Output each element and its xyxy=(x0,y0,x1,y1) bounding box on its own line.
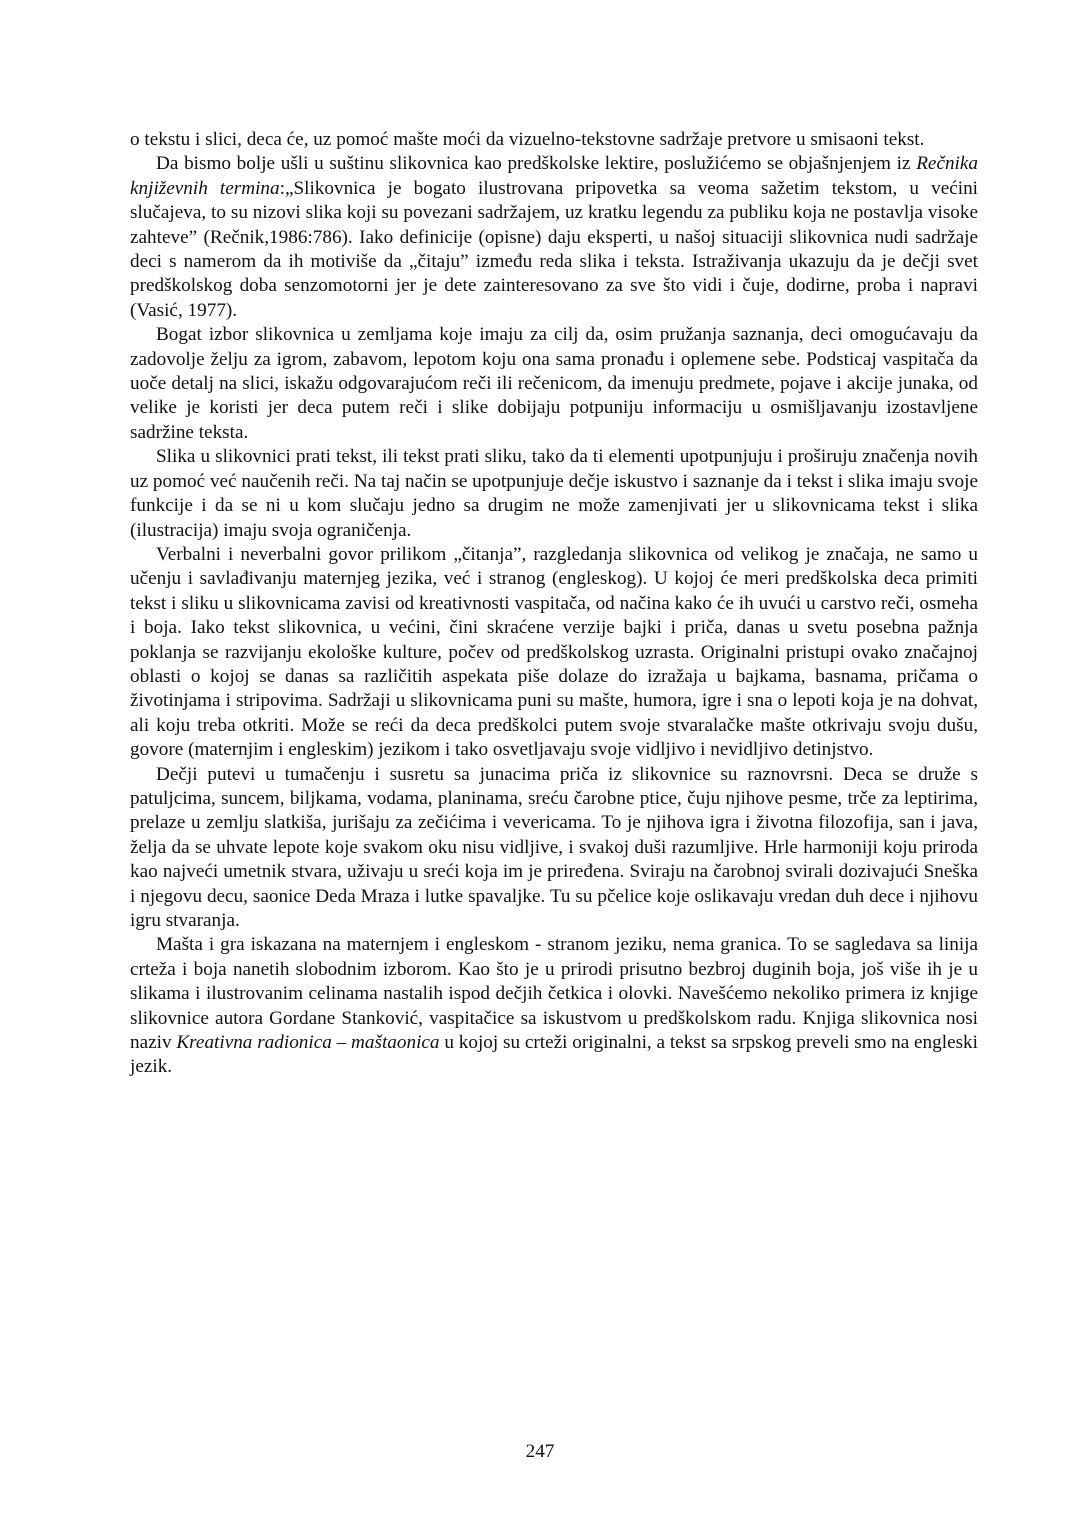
text-segment: :„Slikovnica je bogato ilustrovana pripovetka sa veoma sažetim tekstom, u većini slučajeva, to su nizovi slika koji su povezani sadržajem, uz kratku legendu za publiku koja ne postavlja visoke zahteve” (Rečnik,1986:786). Iako definicije (opisne) daju eksperti, u našoj situaciji slikovnica nudi sadržaje deci s namerom da ih motiviše da „čitaju” između reda slika i teksta. Istraživanja ukazuju da je dečji svet predškolskog doba senzomotorni jer je dete zainteresovano za sve što vidi i čuje, dodirne, proba i napravi (Vasić, 1977). xyxy=(130,177,979,321)
paragraph-6 xyxy=(130,763,978,934)
text-segment: Verbalni i neverbalni govor prilikom „čitanja”, razgledanja slikovnica od velikog je značaja, ne samo u učenju i savlađivanju maternjeg jezika, već i stranog (engleskog). U kojoj će meri predškolska deca primiti tekst i sliku u slikovnicama zavisi od kreativnosti vaspitača, od načina kako će ih uvući u carstvo reči, osmeha i boja. Iako tekst slikovnica, u većini, čini skraćene verzije bajki i priča, danas u svetu posebna pažnja poklanja se razvijanju ekološke kulture, počev od predškolskog uzrasta. Originalni pristupi ovako značajnoj oblasti o kojoj se danas sa različitih aspekata piše dolaze do izražaja u bajkama, basnama, pričama o životinjama i stripovima. Sadržaji u slikovnicama puni su mašte, humora, igre i sna o lepoti koja je na dohvat, ali koju treba otkriti. Može se reći da deca predškolci putem svoje stvaralačke mašte otkrivaju svoju dušu, govore (maternjim i engleskim) jezikom i tako osvetljavaju svoje vidljivo i nevidljivo detinjstvo. xyxy=(130,543,978,761)
italic-title-segment: Rečnika književnih termina xyxy=(130,153,978,199)
text-segment: o tekstu i slici, deca će, uz pomoć mašte moći da vizuelno-tekstovne sadržaje pretvore u smisaoni tekst. xyxy=(130,129,925,150)
text-segment: Mašta i gra iskazana na maternjem i engleskom - stranom jeziku, nema granica. To se sagledava sa linija crteža i boja nanetih slobodnim izborom. Kao što je u prirodi prisutno bezbroj duginih boja, još više ih je u slikama i ilustrovanim celinama nastalih ispod dečjih četkica i olovki. Navešćemo nekoliko primera iz knjige slikovnice autora Gordane Stanković, vaspitačice sa iskustvom u predškolskom radu. Knjiga slikovnica nosi naziv xyxy=(130,934,978,1054)
paragraph-1 xyxy=(130,128,978,152)
paragraph-3 xyxy=(130,323,978,445)
text-segment: Da bismo bolje ušli u suštinu slikovnica kao predškolske lektire, poslužićemo se objašnjenjem iz xyxy=(156,153,917,175)
text-segment: Dečji putevi u tumačenju i susretu sa junacima priča iz slikovnice su raznovrsni. Deca se druže s patuljcima, suncem, biljkama, vodama, planinama, sreću čarobne ptice, čuju njihove pesme, trče za leptirima, prelaze u zemlju slatkiša, jurišaju za zečićima i vevericama. To je njihova igra i životna filozofija, san i java, želja da se uhvate lepote koje svakom oku nisu vidljive, i svakoj duši razumljive. Hrle harmoniji koju priroda kao najveći umetnik stvara, uživaju u sreći koja im je priređena. Sviraju na čarobnoj svirali dozivajući Sneška i njegovu decu, saonice Deda Mraza i lutke spavaljke. Tu su pčelice koje oslikavaju vredan duh dece i njihovu igru stvaranja. xyxy=(130,763,978,931)
paragraph-4 xyxy=(130,445,978,543)
text-segment: Slika u slikovnici prati tekst, ili tekst prati sliku, tako da ti elementi upotpunjuju i proširuju značenja novih uz pomoć već naučenih reči. Na taj način se upotpunjuje dečje iskustvo i saznanje da i tekst i slika imaju svoje funkcije i da se ni u kom slučaju jedno sa drugim ne može zamenjivati jer u slikovnicama tekst i slika (ilustracija) imaju svoja ograničenja. xyxy=(130,446,978,541)
text-segment: u kojoj su crteži originalni, a tekst sa srpskog preveli smo na engleski jezik. xyxy=(130,1032,978,1078)
paragraph-7 xyxy=(130,933,978,1079)
text-segment: Bogat izbor slikovnica u zemljama koje imaju za cilj da, osim pružanja saznanja, deci omogućavaju da zadovolje želju za igrom, zabavom, lepotom koju ona sama pronađu i oplemene sebe. Podsticaj vaspitača da uoče detalj na slici, iskažu odgovarajućom reči ili rečenicom, da imenuju predmete, pojave i akcije junaka, od velike je koristi jer deca putem reči i slike dobijaju potpuniju informaciju u osmišljavanju izostavljene sadržine teksta. xyxy=(130,324,978,443)
paragraph-5 xyxy=(130,543,978,763)
paragraph-2 xyxy=(130,152,978,323)
document-body xyxy=(130,128,978,1080)
italic-title-segment: Kreativna radionica – maštaonica xyxy=(176,1032,440,1054)
page-number: 247 xyxy=(525,1441,555,1462)
